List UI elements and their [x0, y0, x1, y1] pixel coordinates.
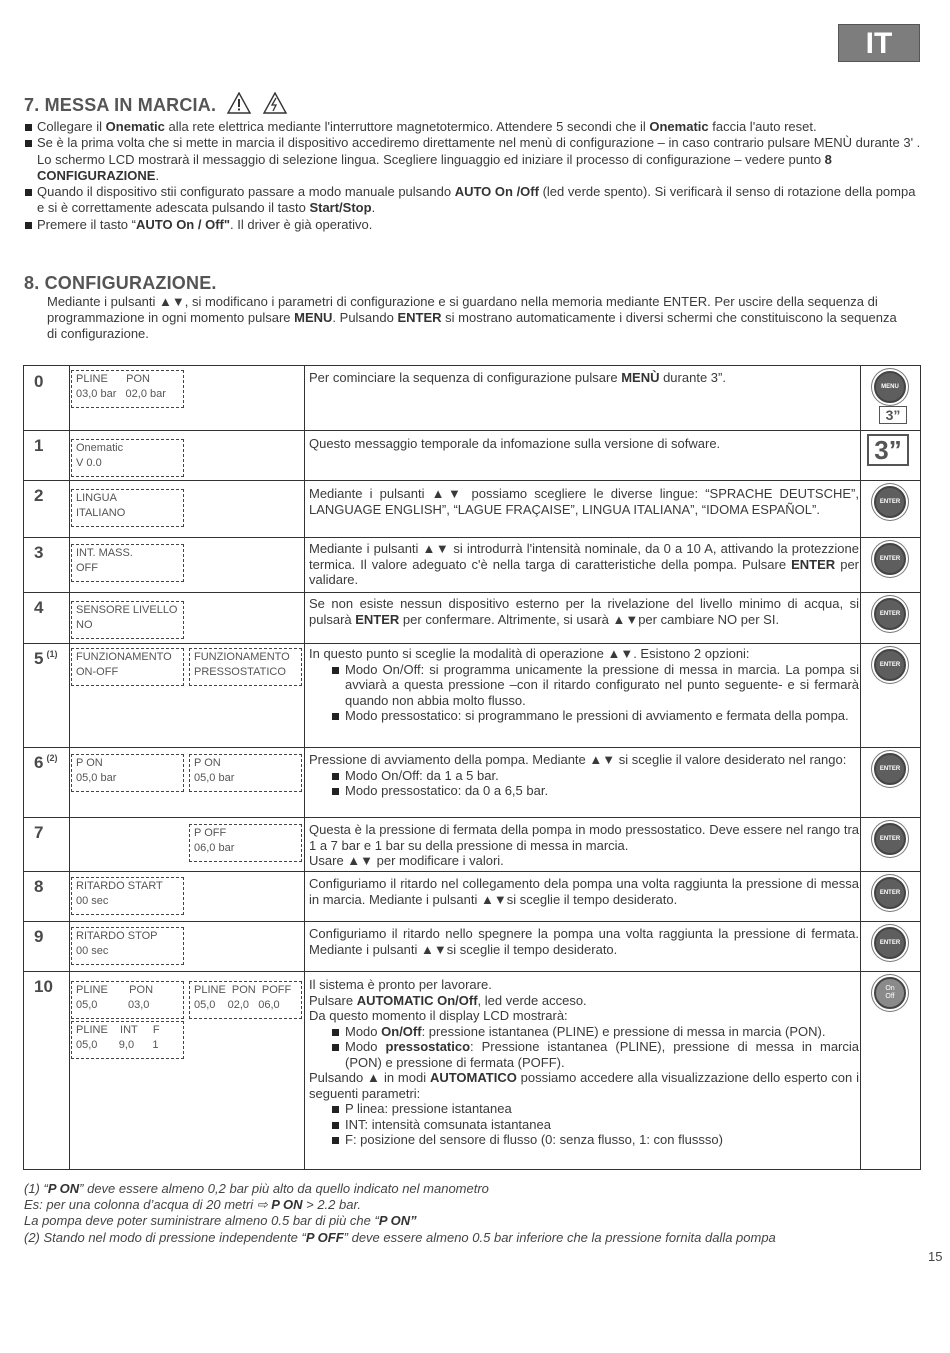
row-description	[309, 486, 859, 517]
lcd-text: 05,0 bar	[194, 772, 235, 784]
row-number: 9	[34, 927, 44, 946]
description-paragraph: Pressione di avviamento della pompa. Mediante ▲▼ si sceglie il valore desiderato nel rango:	[309, 752, 847, 767]
lcd-text: 00 sec	[76, 945, 109, 957]
description-paragraph: Per cominciare la sequenza di configurazione pulsare MENÙ durante 3”.	[309, 370, 726, 385]
description-paragraph: Mediante i pulsanti ▲▼ si introdurrà l'intensità nominale, da 0 a 10 A, attivando la protezzione termica. Il valore adeguato c'è nella targa di caratteristiche della pompa. Pulsare ENTER per validare.	[309, 541, 860, 587]
lcd-display	[71, 489, 184, 527]
electric-hazard-icon	[263, 92, 287, 114]
lcd-text: FUNZIONAMENTO	[76, 651, 172, 663]
lcd-text: PLINE PON POFF	[194, 984, 292, 996]
lcd-display	[189, 981, 302, 1019]
lcd-text: 03,0 bar 02,0 bar	[76, 388, 166, 400]
footnote-line: Es: per una colonna d’acqua di 20 metri ⇨ P ON > 2.2 bar.	[24, 1197, 361, 1213]
row-divider	[24, 592, 920, 593]
enter-key-icon: ENTER	[874, 486, 906, 518]
row-number: 1	[34, 436, 44, 455]
row-description	[309, 977, 859, 1148]
lcd-text: NO	[76, 619, 93, 631]
row-divider	[24, 643, 920, 644]
row-description	[309, 370, 859, 386]
row-number: 3	[34, 543, 44, 562]
description-bullet: Modo On/Off: pressione istantanea (PLINE) e pressione di messa in marcia (PON).	[331, 1024, 859, 1040]
lcd-display	[71, 1021, 184, 1059]
row-description	[309, 646, 859, 724]
three-seconds-badge: 3”	[867, 434, 909, 466]
lcd-text: PRESSOSTATICO	[194, 666, 286, 678]
row-description	[309, 926, 859, 957]
description-bullet: Modo pressostatico: da 0 a 6,5 bar.	[331, 783, 859, 799]
description-list	[309, 768, 859, 799]
description-paragraph: Se non esiste nessun dispositivo esterno per la rivelazione del livello minimo di acqua, si pulsarà ENTER per confermare. Altrimente, si usarà ▲▼per cambiare NO per SI.	[309, 596, 859, 627]
enter-key-icon: ENTER	[874, 927, 906, 959]
lcd-text: INT. MASS.	[76, 547, 133, 559]
lcd-text: LINGUA	[76, 492, 117, 504]
lcd-text: Onematic	[76, 442, 124, 454]
lcd-text: V 0.0	[76, 457, 102, 469]
column-divider	[304, 366, 305, 1169]
lcd-text: 05,0 02,0 06,0	[194, 999, 280, 1011]
description-paragraph: Configuriamo il ritardo nel collegamento dela pompa una volta raggiunta la pressione di messa in marcia. Mediante i pulsanti ▲▼si sceglie il tempo desiderato.	[309, 876, 859, 907]
lcd-display	[71, 601, 184, 639]
description-paragraph: In questo punto si sceglie la modalità di operazione ▲▼. Esistono 2 opzioni:	[309, 646, 750, 661]
lcd-text: 00 sec	[76, 895, 109, 907]
section-8-intro: Mediante i pulsanti ▲▼, si modificano i parametri di configurazione e si guardano nella memoria mediante ENTER. Per uscire della sequenza di programmazione in ogni momento pulsare MENU. Pulsando ENTER si mostrano automaticamente i diversi schermi che constituiscono la sequenza di configurazione.	[47, 294, 897, 341]
row-divider	[24, 430, 920, 431]
lcd-text: SENSORE LIVELLO	[76, 604, 178, 616]
lcd-display	[71, 754, 184, 792]
row-description	[309, 822, 859, 869]
description-paragraph: Da questo momento il display LCD mostrarà:	[309, 1008, 568, 1023]
row-number: 0	[34, 372, 44, 391]
lcd-text: RITARDO STOP	[76, 930, 158, 942]
enter-key-icon: ENTER	[874, 649, 906, 681]
on-off-key-icon: On Off	[874, 977, 906, 1009]
lcd-text: ITALIANO	[76, 507, 126, 519]
lcd-text: P OFF	[194, 827, 227, 839]
lcd-text: P ON	[194, 757, 221, 769]
row-number: 7	[34, 823, 44, 842]
lcd-text: PLINE PON	[76, 373, 150, 385]
section-7-title: 7. MESSA IN MARCIA.	[24, 95, 217, 115]
lcd-text: RITARDO START	[76, 880, 163, 892]
lcd-display	[189, 754, 302, 792]
footnotes	[24, 1181, 924, 1246]
description-paragraph: Configuriamo il ritardo nello spegnere la pompa una volta raggiunta la pressione di fermata. Mediante i pulsanti ▲▼si sceglie il tempo desiderato.	[309, 926, 859, 957]
menu-key-icon: MENU	[874, 371, 906, 403]
row-divider	[24, 871, 920, 872]
description-bullet: Modo pressostatico: si programmano le pressioni di avviamento e fermata della pompa.	[331, 708, 859, 724]
row-divider	[24, 537, 920, 538]
section-7-heading	[24, 92, 287, 116]
lcd-text: OFF	[76, 562, 98, 574]
lcd-text: ON-OFF	[76, 666, 119, 678]
enter-key-icon: ENTER	[874, 598, 906, 630]
lcd-display	[71, 877, 184, 915]
description-paragraph: Il sistema è pronto per lavorare.	[309, 977, 492, 992]
bullet-item: Premere il tasto “AUTO On / Off". Il driver è già operativo.	[24, 217, 924, 233]
description-paragraph: Mediante i pulsanti ▲▼ possiamo scegliere le diverse lingue: “SPRACHE DEUTSCHE”, LANGUAGE ENGLISH”, “LAGUE FRAÇAISE”, LINGUA ITALIANA”, “IDOMA ESPAÑOL”.	[309, 486, 859, 517]
enter-key-icon: ENTER	[874, 877, 906, 909]
description-bullet: Modo On/Off: si programma unicamente la pressione di messa in marcia. La pompa si avviarà a questa pressione –con il ritardo configurato nel punto seguente- e si fermarà quando non abbia molto flusso.	[331, 662, 859, 709]
lcd-text: FUNZIONAMENTO	[194, 651, 290, 663]
enter-key-icon: ENTER	[874, 543, 906, 575]
lcd-text: 05,0 9,0 1	[76, 1039, 159, 1051]
warning-icon	[227, 92, 251, 114]
language-tab: IT	[838, 24, 920, 62]
description-bullet: F: posizione del sensore di flusso (0: senza flusso, 1: con flussso)	[331, 1132, 859, 1148]
lcd-display	[71, 927, 184, 965]
description-paragraph: Usare ▲▼ per modificare i valori.	[309, 853, 504, 868]
configuration-table	[23, 365, 921, 1170]
bullet-item: Se è la prima volta che si mette in marcia il dispositivo accediremo direttamente nel menù di configurazione – in caso contrario pulsare MENÙ durante 3' . Lo schermo LCD mostrarà il messaggio di selezione lingua. Scegliere linguaggio ed iniziare il processo di configurazione – vedere punto 8 CONFIGURAZIONE.	[24, 135, 924, 184]
row-divider	[24, 480, 920, 481]
row-number: 4	[34, 598, 44, 617]
lcd-display	[71, 370, 184, 408]
description-bullet: Modo On/Off: da 1 a 5 bar.	[331, 768, 859, 784]
description-paragraph: Pulsando ▲ in modi AUTOMATICO possiamo accedere alla visualizzazione dello esperto con i seguenti parametri:	[309, 1070, 859, 1101]
footnote-line: (1) “P ON” deve essere almeno 0,2 bar più alto da quello indicato nel manometro	[24, 1181, 489, 1196]
bullet-item: Quando il dispositivo stii configurato passare a modo manuale pulsando AUTO On /Off (led verde spento). Si verificarà il senso di rotazione della pompa e si è correttamente adescata pulsando il tasto Start/Stop.	[24, 184, 924, 217]
row-number: 10	[34, 977, 53, 996]
lcd-text: 05,0 03,0	[76, 999, 150, 1011]
page-number: 15	[928, 1249, 943, 1264]
lcd-display	[71, 439, 184, 477]
description-list	[309, 1101, 859, 1148]
lcd-display	[189, 824, 302, 862]
row-divider	[24, 921, 920, 922]
section-8-title: 8. CONFIGURAZIONE.	[24, 273, 217, 293]
bullet-item: Collegare il Onematic alla rete elettrica mediante l'interruttore magnetotermico. Attendere 5 secondi che il Onematic faccia l'auto reset.	[24, 119, 924, 135]
description-paragraph: Questo messaggio temporale da infomazione sulla versione di sofware.	[309, 436, 721, 451]
row-divider	[24, 747, 920, 748]
lcd-display	[71, 981, 184, 1019]
description-bullet: INT: intensità comsunata istantanea	[331, 1117, 859, 1133]
lcd-display	[189, 648, 302, 686]
column-divider	[860, 366, 861, 1169]
row-divider	[24, 971, 920, 972]
footnote-line: La pompa deve poter suministrare almeno 0.5 bar di più che “P ON”	[24, 1213, 417, 1229]
three-seconds-badge: 3”	[879, 406, 907, 424]
enter-key-icon: ENTER	[874, 753, 906, 785]
description-bullet: Modo pressostatico: Pressione istantanea (PLINE), pressione di messa in marcia (PON) e pressione di fermata (POFF).	[331, 1039, 859, 1070]
row-number: 2	[34, 486, 44, 505]
lcd-display	[71, 648, 184, 686]
row-number: 6 $^{(2)}$	[34, 753, 58, 772]
footnote-line: (2) Stando nel modo di pressione independente “P OFF” deve essere almeno 0.5 bar inferiore che la pressione fornita dalla pompa	[24, 1229, 776, 1245]
column-divider	[69, 366, 70, 1169]
description-list	[309, 662, 859, 724]
row-description	[309, 596, 859, 627]
lcd-display	[71, 544, 184, 582]
lcd-text: P ON	[76, 757, 103, 769]
row-number: 8	[34, 877, 44, 896]
row-description	[309, 876, 859, 907]
lcd-text: 06,0 bar	[194, 842, 235, 854]
lcd-text: 05,0 bar	[76, 772, 117, 784]
row-divider	[24, 817, 920, 818]
lcd-text: PLINE PON	[76, 984, 154, 996]
enter-key-icon: ENTER	[874, 823, 906, 855]
row-description	[309, 541, 859, 588]
row-description	[309, 436, 859, 452]
description-bullet: P linea: pressione istantanea	[331, 1101, 859, 1117]
description-paragraph: Pulsare AUTOMATIC On/Off, led verde acceso.	[309, 992, 587, 1008]
description-list	[309, 1024, 859, 1071]
description-paragraph: Questa è la pressione di fermata della pompa in modo pressostatico. Deve essere nel rango tra 1 a 7 bar e 1 bar su della pressione di messa in marcia.	[309, 822, 859, 853]
section-7-bullets	[24, 119, 924, 233]
lcd-text: PLINE INT F	[76, 1024, 160, 1036]
row-number: 5 $^{(1)}$	[34, 649, 58, 668]
row-description	[309, 752, 859, 799]
